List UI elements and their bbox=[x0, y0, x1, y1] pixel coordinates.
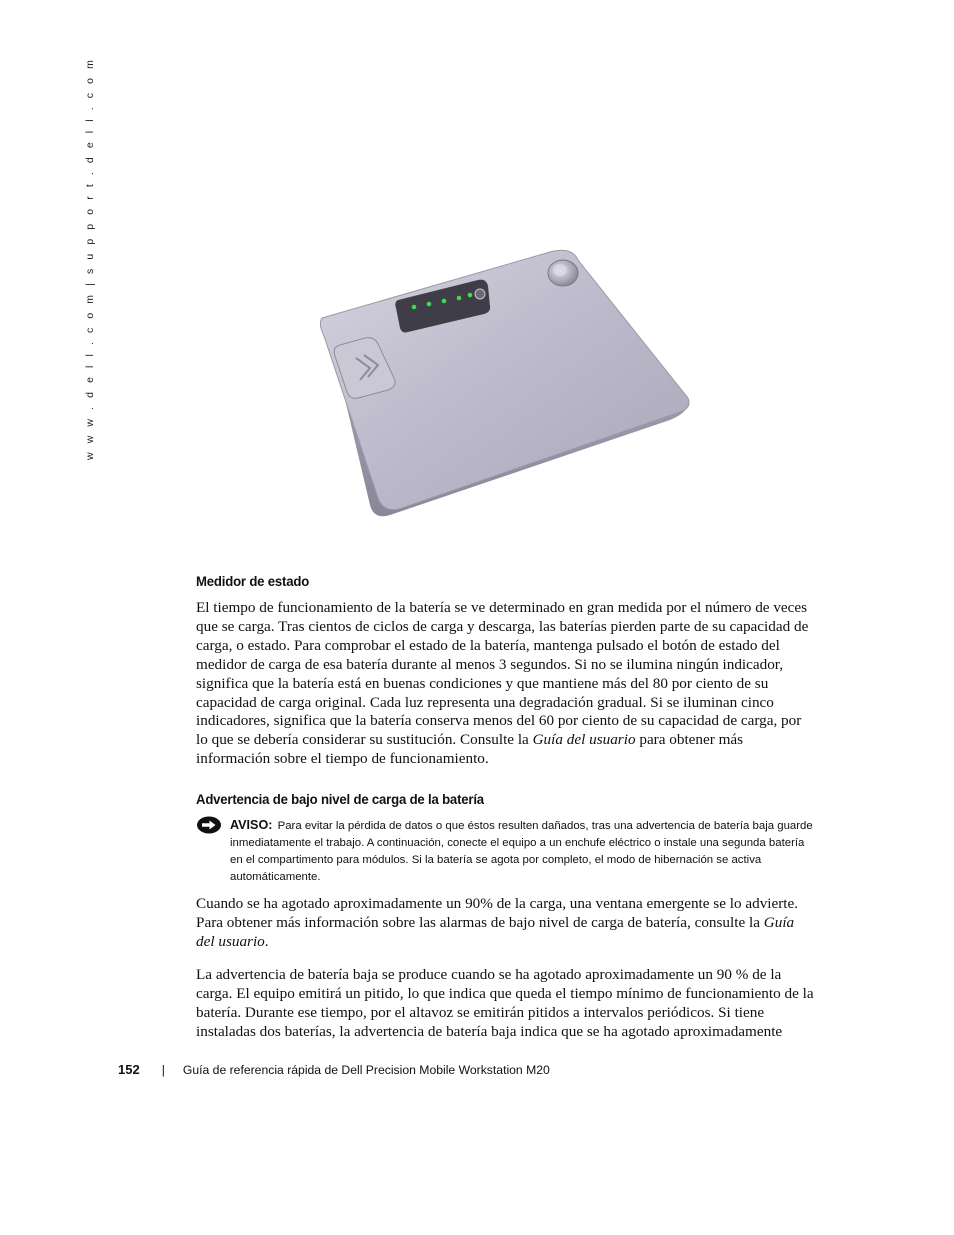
notice-arrow-icon bbox=[196, 816, 222, 839]
notice-box bbox=[196, 817, 816, 885]
paragraph-text: El tiempo de funcionamiento de la batería se ve determinado en gran medida por el número de veces que se carga. Tras cientos de ciclos de carga y descarga, las baterías pierden parte de su capacidad de carga, o estado. Para comprobar el estado de la batería, mantenga pulsado el botón de estado del medidor de carga de esa batería durante al menos 3 segundos. Si no se ilumina ningún indicador, significa que la batería está en buenas condiciones y que mantiene más del 80 por ciento de su capacidad de carga original. Cada luz representa una degradación gradual. Si se iluminan cinco indicadores, significa que la batería conserva menos del 60 por ciento de su capacidad de carga, por lo que se debería considerar su sustitución. Consulte la bbox=[196, 599, 809, 749]
section-heading-medidor: Medidor de estado bbox=[196, 573, 310, 589]
footer-title: Guía de referencia rápida de Dell Precision Mobile Workstation M20 bbox=[182, 1063, 550, 1077]
paragraph-text: . bbox=[264, 933, 269, 951]
page-footer bbox=[118, 1062, 550, 1077]
user-guide-reference: Guía del usuario bbox=[196, 914, 795, 951]
paragraph-popup bbox=[196, 895, 816, 952]
paragraph-text: para obtener más información sobre el tiempo de funcionamiento. bbox=[196, 731, 744, 768]
footer-separator: | bbox=[161, 1063, 165, 1077]
notice-body: Para evitar la pérdida de datos o que éstos resulten dañados, tras una advertencia de batería baja guarde inmediatamente el trabajo. A continuación, conecte el equipo a un enchufe eléctrico o instale una segunda batería en el compartimento para módulos. Si la batería se agota por completo, el modo de hibernación se activa automáticamente. bbox=[230, 820, 813, 883]
notice-text bbox=[230, 817, 816, 885]
paragraph-text: Cuando se ha agotado aproximadamente un 90% de la carga, una ventana emergente se lo advierte. Para obtener más información sobre las alarmas de bajo nivel de carga de batería, consulte la bbox=[196, 895, 799, 932]
battery-image bbox=[310, 240, 700, 530]
notice-label: AVISO: bbox=[230, 818, 273, 833]
page-number: 152 bbox=[118, 1062, 140, 1077]
paragraph-medidor bbox=[196, 599, 816, 769]
section-heading-advertencia: Advertencia de bajo nivel de carga de la batería bbox=[196, 791, 484, 808]
paragraph-low-battery: La advertencia de batería baja se produce cuando se ha agotado aproximadamente un 90 % de la carga. El equipo emitirá un pitido, lo que indica que queda el tiempo mínimo de funcionamiento de la batería. Durante ese tiempo, por el altavoz se emitirán pitidos a intervalos periódicos. Si tiene instaladas dos baterías, la advertencia de batería baja indica que se ha agotado aproximadamente bbox=[196, 966, 814, 1040]
sidebar-url: w w w . d e l l . c o m | s u p p o r t . d e l l . c o m bbox=[84, 57, 96, 460]
user-guide-reference: Guía del usuario bbox=[532, 731, 636, 749]
main-content bbox=[196, 573, 816, 1056]
